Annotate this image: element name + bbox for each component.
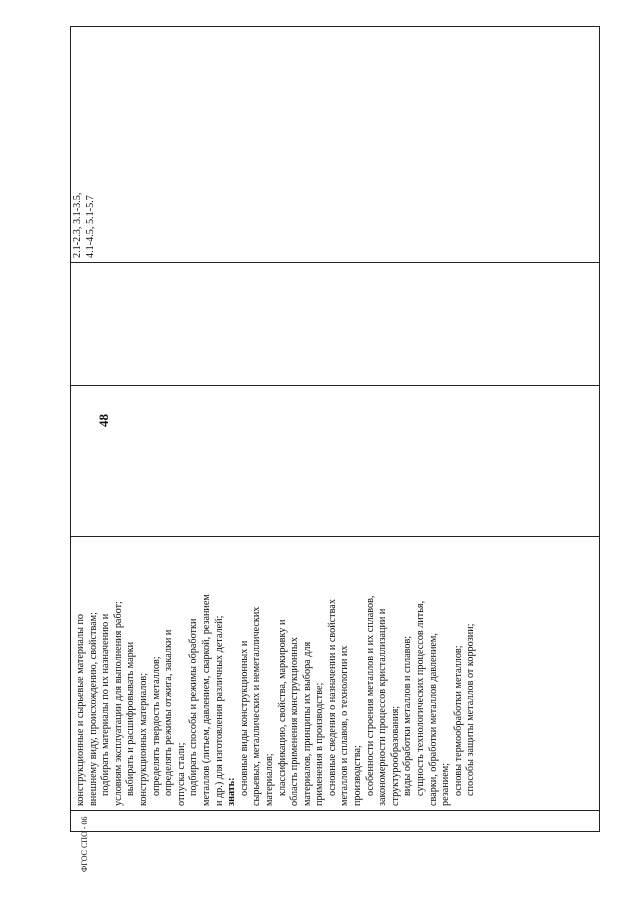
content-line: материалов; — [263, 753, 275, 806]
rotated-page — [70, 32, 600, 872]
content-line: металлов (литьем, давлением, сваркой, резанием — [200, 594, 212, 806]
content-line: применения в производстве; — [314, 682, 326, 806]
competency-line: 2.1-2.3, 3.1-3.5, — [72, 192, 83, 258]
content-line: конструкционные и сырьевые материалы по — [75, 613, 86, 806]
content-line: виды обработки металлов и сплавов; — [402, 635, 414, 796]
content-line: металлов и сплавов, о технологии их — [339, 645, 351, 806]
content-line: область применения конструкционных — [289, 637, 301, 806]
content-line: сущность технологических процессов литья, — [415, 600, 427, 796]
content-line: производства; — [352, 745, 364, 806]
content-line: резанием; — [440, 763, 452, 806]
competency-line: 4.1-4.5, 5.1-5.7 — [84, 195, 96, 258]
content-line: определять режимы отжига, закалки и — [163, 629, 175, 796]
content-line: классификацию, свойства, маркировку и — [276, 619, 288, 796]
page-number: 48 — [96, 414, 111, 427]
content-line: и др.) для изготовления различных деталей; — [213, 615, 225, 806]
competencies-cell — [71, 27, 600, 263]
content-line: основы термообработки металлов; — [452, 645, 464, 796]
content-line: внешнему виду, происхождению, свойствам; — [87, 612, 99, 806]
index-cell — [71, 811, 600, 832]
content-line: материалов, принципы их выбора для — [301, 641, 313, 806]
discipline-cell — [71, 263, 600, 386]
content-line: способы защиты металлов от коррозии; — [465, 623, 477, 796]
competencies-list — [71, 27, 97, 262]
content-line: знать: — [226, 777, 238, 806]
content-line: сварки, обработки металлов давлением, — [427, 633, 439, 806]
content-line: конструкционных материалов; — [137, 672, 149, 806]
content-lines — [71, 537, 480, 810]
content-line: основные виды конструкционных и — [238, 640, 250, 796]
content-line: основные сведения о назначении и свойствах — [326, 599, 338, 796]
content-line: подбирать способы и режимы обработки — [188, 618, 200, 796]
page-footer: ФГОС СПО - 06 — [80, 816, 89, 872]
content-line: определять твердость металлов; — [150, 656, 162, 796]
content-line: структурообразования; — [389, 705, 401, 806]
curriculum-table — [70, 26, 600, 832]
table-row — [71, 27, 600, 832]
content-cell — [71, 537, 600, 811]
content-line: выбирать и расшифровывать марки — [125, 641, 137, 796]
content-line: особенности строения металлов и их сплавов, — [364, 595, 376, 796]
content-line: отпуска стали; — [175, 742, 187, 806]
content-line: подбирать материалы по их назначению и — [100, 613, 112, 796]
hours-cell — [71, 386, 600, 537]
content-line: закономерности процессов кристаллизации и — [377, 608, 389, 806]
content-line: сырьевых, металлических и неметаллических — [251, 606, 263, 806]
content-line: условиям эксплуатации для выполнения работ; — [112, 601, 124, 806]
